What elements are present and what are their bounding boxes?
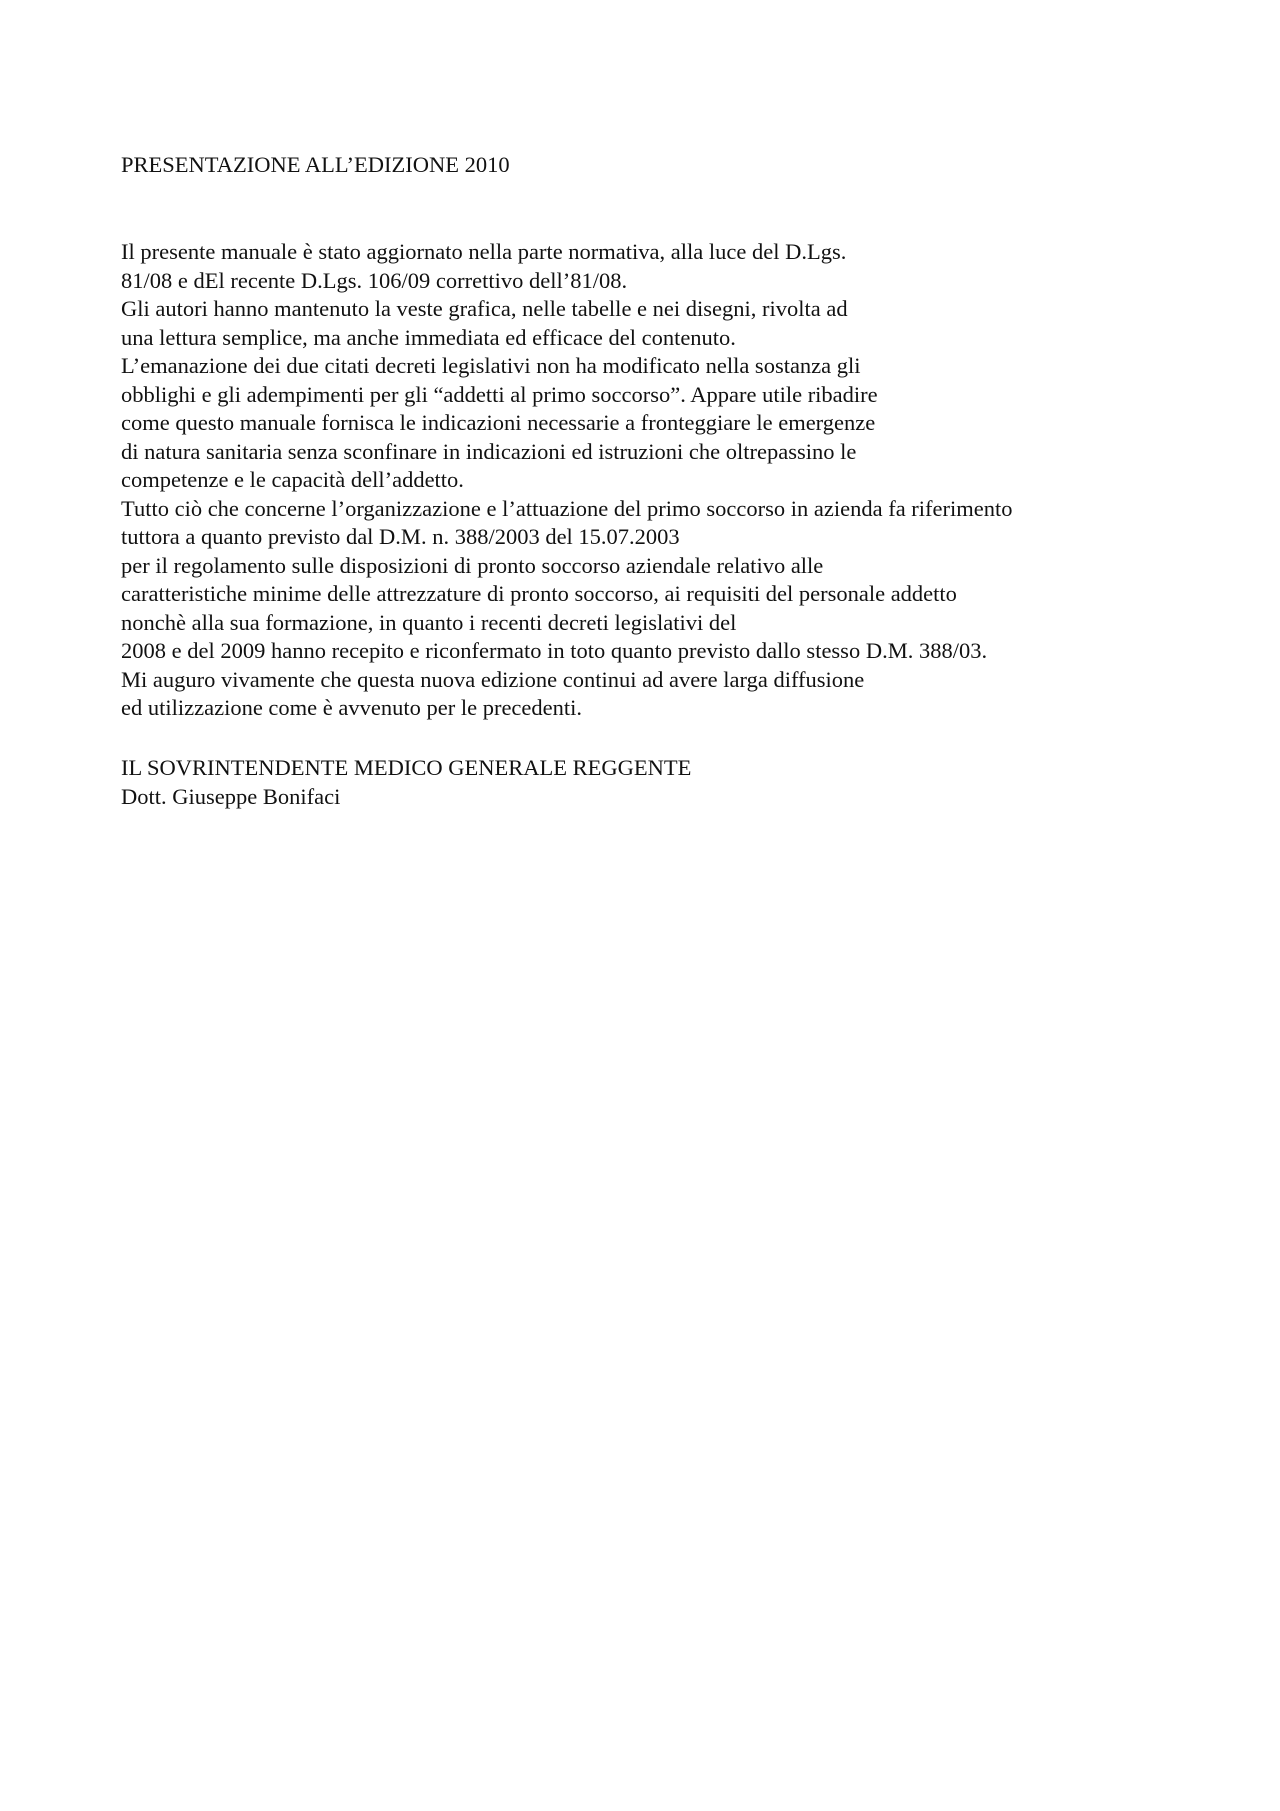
body-line: tuttora a quanto previsto dal D.M. n. 388/2003 del 15.07.2003 bbox=[121, 524, 680, 549]
body-line: 81/08 e dEl recente D.Lgs. 106/09 correttivo dell’81/08. bbox=[121, 267, 628, 293]
signature-block bbox=[121, 754, 691, 811]
body-line: nonchè alla sua formazione, in quanto i recenti decreti legislativi del bbox=[121, 609, 737, 635]
signature-name: Dott. Giuseppe Bonifaci bbox=[121, 783, 341, 809]
signature-title: IL SOVRINTENDENTE MEDICO GENERALE REGGENTE bbox=[121, 755, 692, 780]
body-line: come questo manuale fornisca le indicazioni necessarie a fronteggiare le emergenze bbox=[121, 410, 876, 435]
body-line: 2008 e del 2009 hanno recepito e riconfermato in toto quanto previsto dallo stesso D.M. 388/03. bbox=[121, 638, 988, 663]
body-line: una lettura semplice, ma anche immediata ed efficace del contenuto. bbox=[121, 324, 736, 350]
body-line: obblighi e gli adempimenti per gli “addetti al primo soccorso”. Appare utile ribadire bbox=[121, 381, 878, 407]
body-line: Gli autori hanno mantenuto la veste grafica, nelle tabelle e nei disegni, rivolta ad bbox=[121, 296, 848, 321]
document-heading: PRESENTAZIONE ALL’EDIZIONE 2010 bbox=[121, 152, 510, 177]
body-line: Il presente manuale è stato aggiornato nella parte normativa, alla luce del D.Lgs. bbox=[121, 239, 847, 264]
body-line: Mi auguro vivamente che questa nuova edizione continui ad avere larga diffusione bbox=[121, 666, 865, 692]
body-line: ed utilizzazione come è avvenuto per le precedenti. bbox=[121, 695, 583, 720]
body-line: caratteristiche minime delle attrezzature di pronto soccorso, ai requisiti del personale addetto bbox=[121, 581, 957, 606]
body-line: per il regolamento sulle disposizioni di pronto soccorso aziendale relativo alle bbox=[121, 552, 824, 578]
body-line: competenze e le capacità dell’addetto. bbox=[121, 467, 464, 492]
body-line: Tutto ciò che concerne l’organizzazione e l’attuazione del primo soccorso in azienda fa riferimento bbox=[121, 495, 1013, 521]
body-line: di natura sanitaria senza sconfinare in indicazioni ed istruzioni che oltrepassino le bbox=[121, 438, 857, 464]
body-line: L’emanazione dei due citati decreti legislativi non ha modificato nella sostanza gli bbox=[121, 353, 861, 378]
body-text bbox=[121, 238, 1241, 723]
